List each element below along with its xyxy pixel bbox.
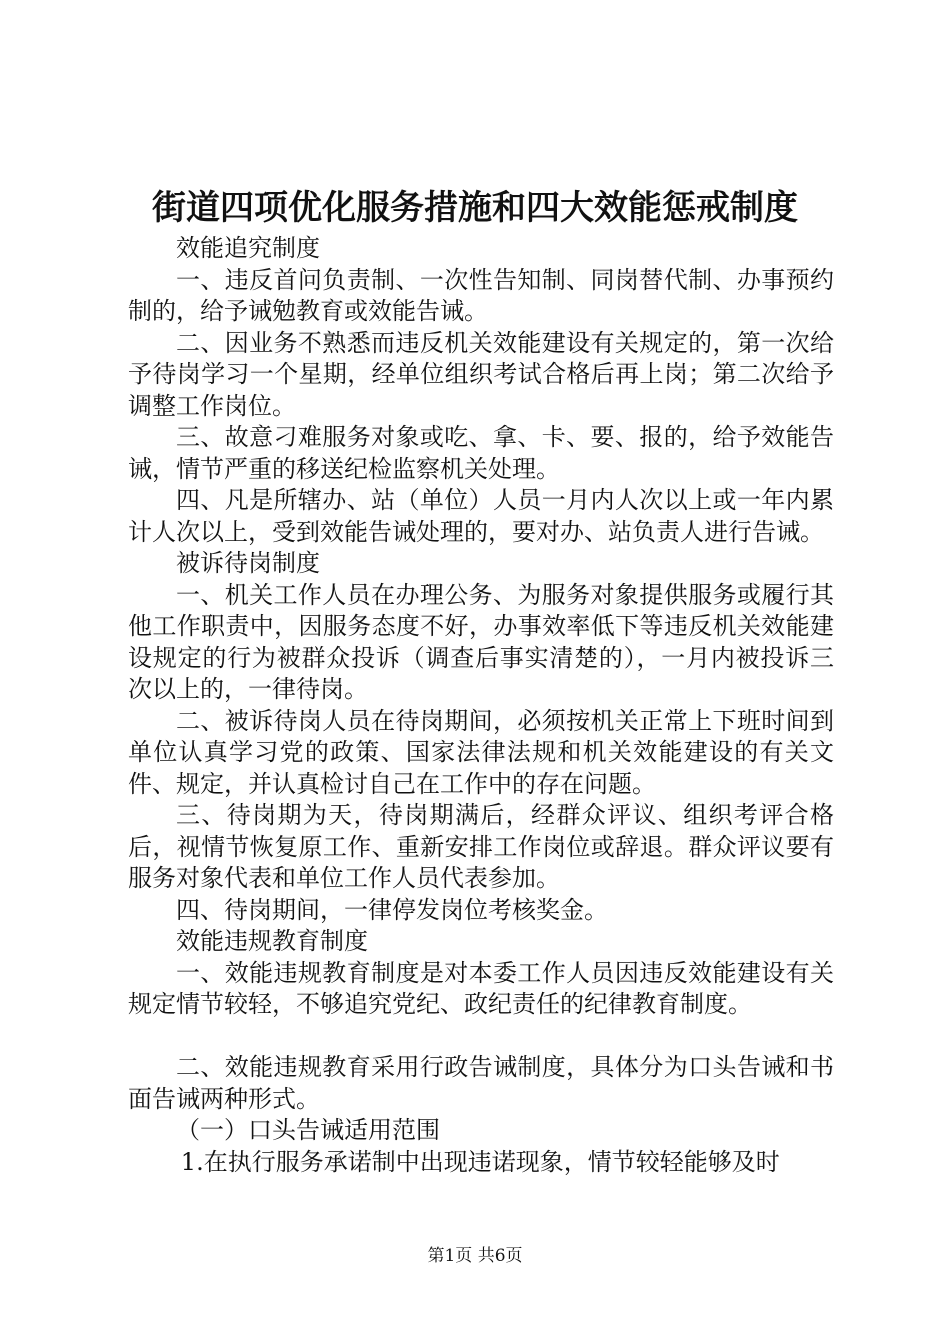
paragraph: 一、机关工作人员在办理公务、为服务对象提供服务或履行其他工作职责中，因服务态度不好，办事效率低下等违反机关效能建设规定的行为被群众投诉（调查后事实清楚的），一月内被投诉三次以上的，一律待岗。 (128, 580, 834, 703)
section-heading: 效能违规教育制度 (176, 927, 368, 955)
section-heading: 效能追究制度 (176, 234, 320, 262)
paragraph: 二、效能违规教育采用行政告诫制度，具体分为口头告诫和书面告诫两种形式。 (128, 1053, 834, 1113)
paragraph: 三、故意刁难服务对象或吃、拿、卡、要、报的，给予效能告诫，情节严重的移送纪检监察机关处理。 (128, 423, 834, 483)
paragraph: 四、待岗期间，一律停发岗位考核奖金。 (176, 895, 608, 924)
page-number: 第1页 共6页 (427, 1246, 523, 1266)
paragraph: 二、因业务不熟悉而违反机关效能建设有关规定的，第一次给予待岗学习一个星期，经单位组织考试合格后再上岗；第二次给予调整工作岗位。 (128, 328, 834, 420)
paragraph: 三、待岗期为天，待岗期满后，经群众评议、组织考评合格后，视情节恢复原工作、重新安排工作岗位或辞退。群众评议要有服务对象代表和单位工作人员代表参加。 (128, 801, 834, 892)
paragraph: 二、被诉待岗人员在待岗期间，必须按机关正常上下班时间到单位认真学习党的政策、国家法律法规和机关效能建设的有关文件、规定，并认真检讨自己在工作中的存在问题。 (128, 706, 834, 798)
document-title: 街道四项优化服务措施和四大效能惩戒制度 (152, 188, 798, 228)
paragraph: 四、凡是所辖办、站（单位）人员一月内人次以上或一年内累计人次以上，受到效能告诫处理的，要对办、站负责人进行告诫。 (128, 486, 834, 546)
paragraph: 一、违反首问负责制、一次性告知制、同岗替代制、办事预约制的，给予诫勉教育或效能告诫。 (128, 265, 834, 325)
subsection-heading: （一）口头告诫适用范围 (176, 1116, 440, 1144)
paragraph: 一、效能违规教育制度是对本委工作人员因违反效能建设有关规定情节较轻，不够追究党纪、政纪责任的纪律教育制度。 (128, 958, 834, 1018)
paragraph: 1.在执行服务承诺制中出现违诺现象，情节较轻能够及时 (180, 1147, 780, 1176)
section-heading: 被诉待岗制度 (176, 549, 320, 577)
document-body (128, 233, 834, 1178)
